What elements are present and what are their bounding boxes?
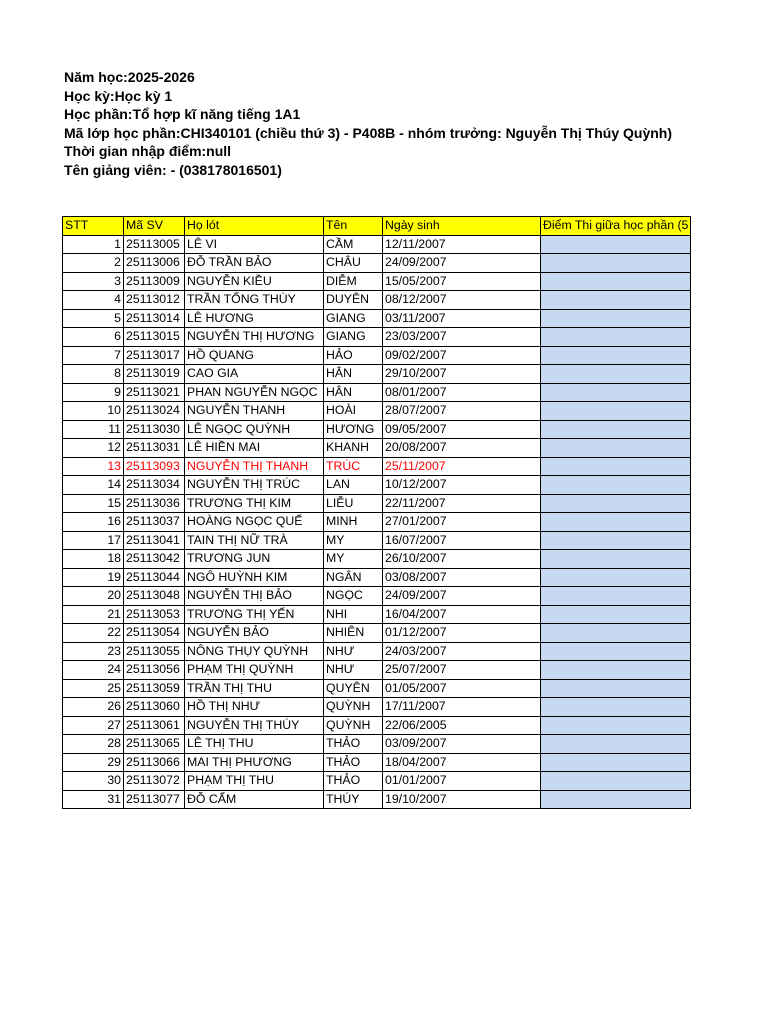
cell-midterm-score[interactable]	[541, 328, 691, 347]
cell-student-id[interactable]: 25113060	[124, 698, 185, 717]
cell-name[interactable]: LAN	[324, 476, 383, 495]
cell-midterm-score[interactable]	[541, 790, 691, 809]
cell-name[interactable]: GIANG	[324, 309, 383, 328]
cell-stt[interactable]: 30	[63, 772, 124, 791]
cell-student-id[interactable]: 25113053	[124, 605, 185, 624]
course-name: Học phần:Tổ hợp kĩ năng tiếng 1A1	[64, 106, 301, 122]
cell-surname[interactable]: TAIN THỊ NỮ TRÀ	[185, 531, 324, 550]
cell-stt[interactable]: 2	[63, 254, 124, 273]
cell-midterm-score[interactable]	[541, 587, 691, 606]
cell-surname[interactable]: LÊ VI	[185, 235, 324, 254]
cell-birthdate[interactable]: 28/07/2007	[383, 402, 541, 421]
cell-surname[interactable]: NGUYỄN THANH	[185, 402, 324, 421]
cell-surname[interactable]: NGUYỄN THỊ HƯƠNG	[185, 328, 324, 347]
cell-birthdate[interactable]: 23/03/2007	[383, 328, 541, 347]
cell-birthdate[interactable]: 25/11/2007	[383, 457, 541, 476]
cell-student-id[interactable]: 25113030	[124, 420, 185, 439]
cell-student-id[interactable]: 25113093	[124, 457, 185, 476]
cell-name[interactable]: HƯƠNG	[324, 420, 383, 439]
col-header-surname[interactable]: Họ lót	[185, 217, 324, 236]
cell-surname[interactable]: PHẠM THỊ QUỲNH	[185, 661, 324, 680]
cell-stt[interactable]: 5	[63, 309, 124, 328]
student-table	[62, 216, 691, 809]
table-row	[63, 420, 691, 439]
col-header-student-id[interactable]: Mã SV	[124, 217, 185, 236]
cell-midterm-score[interactable]	[541, 402, 691, 421]
table-row	[63, 254, 691, 273]
cell-midterm-score[interactable]	[541, 698, 691, 717]
cell-birthdate[interactable]: 22/11/2007	[383, 494, 541, 513]
cell-student-id[interactable]: 25113041	[124, 531, 185, 550]
cell-stt[interactable]: 7	[63, 346, 124, 365]
cell-stt[interactable]: 23	[63, 642, 124, 661]
cell-stt[interactable]: 31	[63, 790, 124, 809]
cell-stt[interactable]: 15	[63, 494, 124, 513]
cell-student-id[interactable]: 25113055	[124, 642, 185, 661]
cell-midterm-score[interactable]	[541, 679, 691, 698]
table-row	[63, 587, 691, 606]
cell-birthdate[interactable]: 08/12/2007	[383, 291, 541, 310]
cell-student-id[interactable]: 25113036	[124, 494, 185, 513]
cell-surname[interactable]: PHAN NGUYỄN NGỌC	[185, 383, 324, 402]
cell-midterm-score[interactable]	[541, 550, 691, 569]
col-header-midterm-score[interactable]: Điểm Thi giữa học phần (5	[541, 217, 691, 236]
cell-birthdate[interactable]: 09/02/2007	[383, 346, 541, 365]
cell-student-id[interactable]: 25113006	[124, 254, 185, 273]
table-row	[63, 735, 691, 754]
cell-birthdate[interactable]: 15/05/2007	[383, 272, 541, 291]
table-row	[63, 513, 691, 532]
cell-surname[interactable]: ĐỖ TRẦN BẢO	[185, 254, 324, 273]
cell-midterm-score[interactable]	[541, 753, 691, 772]
cell-name[interactable]: QUYÊN	[324, 679, 383, 698]
cell-birthdate[interactable]: 10/12/2007	[383, 476, 541, 495]
table-row	[63, 457, 691, 476]
cell-birthdate[interactable]: 16/07/2007	[383, 531, 541, 550]
table-row	[63, 772, 691, 791]
cell-student-id[interactable]: 25113024	[124, 402, 185, 421]
cell-surname[interactable]: LÊ HƯƠNG	[185, 309, 324, 328]
cell-name[interactable]: HÂN	[324, 365, 383, 384]
table-row	[63, 753, 691, 772]
cell-midterm-score[interactable]	[541, 661, 691, 680]
cell-student-id[interactable]: 25113012	[124, 291, 185, 310]
table-row	[63, 605, 691, 624]
cell-name[interactable]: NHIÊN	[324, 624, 383, 643]
cell-name[interactable]: NGÂN	[324, 568, 383, 587]
cell-midterm-score[interactable]	[541, 309, 691, 328]
cell-birthdate[interactable]: 26/10/2007	[383, 550, 541, 569]
lecturer: Tên giảng viên: - (038178016501)	[64, 161, 282, 178]
table-row	[63, 476, 691, 495]
cell-student-id[interactable]: 25113014	[124, 309, 185, 328]
cell-student-id[interactable]: 25113077	[124, 790, 185, 809]
table-row	[63, 402, 691, 421]
cell-student-id[interactable]: 25113017	[124, 346, 185, 365]
cell-surname[interactable]: HOÀNG NGỌC QUẾ	[185, 513, 324, 532]
document-header	[64, 68, 672, 179]
cell-name[interactable]: NHƯ	[324, 661, 383, 680]
cell-birthdate[interactable]: 19/10/2007	[383, 790, 541, 809]
cell-birthdate[interactable]: 17/11/2007	[383, 698, 541, 717]
cell-stt[interactable]: 6	[63, 328, 124, 347]
cell-stt[interactable]: 22	[63, 624, 124, 643]
table-row	[63, 365, 691, 384]
cell-midterm-score[interactable]	[541, 346, 691, 365]
cell-name[interactable]: HÂN	[324, 383, 383, 402]
cell-name[interactable]: MY	[324, 550, 383, 569]
cell-name[interactable]: MY	[324, 531, 383, 550]
cell-stt[interactable]: 9	[63, 383, 124, 402]
cell-birthdate[interactable]: 16/04/2007	[383, 605, 541, 624]
cell-name[interactable]: THẢO	[324, 735, 383, 754]
cell-student-id[interactable]: 25113031	[124, 439, 185, 458]
cell-birthdate[interactable]: 01/01/2007	[383, 772, 541, 791]
cell-surname[interactable]: LÊ THỊ THU	[185, 735, 324, 754]
cell-surname[interactable]: CAO GIA	[185, 365, 324, 384]
cell-surname[interactable]: LÊ NGỌC QUỲNH	[185, 420, 324, 439]
cell-midterm-score[interactable]	[541, 272, 691, 291]
cell-name[interactable]: GIANG	[324, 328, 383, 347]
table-row	[63, 328, 691, 347]
cell-midterm-score[interactable]	[541, 476, 691, 495]
cell-midterm-score[interactable]	[541, 735, 691, 754]
table-row	[63, 790, 691, 809]
cell-name[interactable]: THẢO	[324, 753, 383, 772]
cell-stt[interactable]: 14	[63, 476, 124, 495]
cell-student-id[interactable]: 25113044	[124, 568, 185, 587]
col-header-name[interactable]: Tên	[324, 217, 383, 236]
cell-name[interactable]: HẢO	[324, 346, 383, 365]
cell-midterm-score[interactable]	[541, 642, 691, 661]
table-row	[63, 661, 691, 680]
cell-midterm-score[interactable]	[541, 605, 691, 624]
cell-name[interactable]: NHƯ	[324, 642, 383, 661]
cell-student-id[interactable]: 25113042	[124, 550, 185, 569]
cell-surname[interactable]: MAI THỊ PHƯƠNG	[185, 753, 324, 772]
cell-name[interactable]: MINH	[324, 513, 383, 532]
cell-name[interactable]: CHÂU	[324, 254, 383, 273]
cell-student-id[interactable]: 25113034	[124, 476, 185, 495]
cell-birthdate[interactable]: 03/08/2007	[383, 568, 541, 587]
cell-surname[interactable]: HỒ QUANG	[185, 346, 324, 365]
cell-birthdate[interactable]: 24/09/2007	[383, 254, 541, 273]
cell-stt[interactable]: 11	[63, 420, 124, 439]
table-header-row	[63, 217, 691, 236]
cell-student-id[interactable]: 25113054	[124, 624, 185, 643]
cell-name[interactable]: HOÀI	[324, 402, 383, 421]
table-row	[63, 568, 691, 587]
cell-name[interactable]: NHI	[324, 605, 383, 624]
cell-surname[interactable]: NÔNG THỤY QUỲNH	[185, 642, 324, 661]
table-row	[63, 698, 691, 717]
cell-birthdate[interactable]: 24/03/2007	[383, 642, 541, 661]
table-row	[63, 531, 691, 550]
cell-midterm-score[interactable]	[541, 439, 691, 458]
cell-name[interactable]: DIỄM	[324, 272, 383, 291]
cell-stt[interactable]: 17	[63, 531, 124, 550]
cell-stt[interactable]: 28	[63, 735, 124, 754]
cell-name[interactable]: DUYÊN	[324, 291, 383, 310]
cell-surname[interactable]: NGÔ HUỲNH KIM	[185, 568, 324, 587]
cell-birthdate[interactable]: 29/10/2007	[383, 365, 541, 384]
cell-name[interactable]: CẦM	[324, 235, 383, 254]
cell-midterm-score[interactable]	[541, 254, 691, 273]
cell-stt[interactable]: 4	[63, 291, 124, 310]
cell-midterm-score[interactable]	[541, 624, 691, 643]
cell-surname[interactable]: NGUYỄN THỊ THANH	[185, 457, 324, 476]
col-header-birthdate[interactable]: Ngày sinh	[383, 217, 541, 236]
cell-stt[interactable]: 19	[63, 568, 124, 587]
cell-birthdate[interactable]: 09/05/2007	[383, 420, 541, 439]
cell-student-id[interactable]: 25113015	[124, 328, 185, 347]
cell-birthdate[interactable]: 22/06/2005	[383, 716, 541, 735]
cell-name[interactable]: QUỲNH	[324, 716, 383, 735]
cell-stt[interactable]: 27	[63, 716, 124, 735]
col-header-stt[interactable]: STT	[63, 217, 124, 236]
cell-surname[interactable]: TRẦN TỐNG THÙY	[185, 291, 324, 310]
cell-student-id[interactable]: 25113059	[124, 679, 185, 698]
cell-surname[interactable]: TRƯƠNG JUN	[185, 550, 324, 569]
cell-birthdate[interactable]: 24/09/2007	[383, 587, 541, 606]
cell-birthdate[interactable]: 08/01/2007	[383, 383, 541, 402]
cell-midterm-score[interactable]	[541, 513, 691, 532]
cell-name[interactable]: KHANH	[324, 439, 383, 458]
class-code: Mã lớp học phần:CHI340101 (chiều thứ 3) - P408B - nhóm trưởng: Nguyễn Thị Thúy Quỳnh)	[64, 124, 673, 141]
cell-name[interactable]: THẢO	[324, 772, 383, 791]
cell-name[interactable]: QUỲNH	[324, 698, 383, 717]
table-row	[63, 716, 691, 735]
academic-year: Năm học:2025-2026	[64, 69, 195, 85]
cell-stt[interactable]: 1	[63, 235, 124, 254]
cell-midterm-score[interactable]	[541, 291, 691, 310]
cell-student-id[interactable]: 25113066	[124, 753, 185, 772]
cell-midterm-score[interactable]	[541, 531, 691, 550]
semester: Học kỳ:Học kỳ 1	[64, 87, 173, 104]
table-row	[63, 642, 691, 661]
cell-midterm-score[interactable]	[541, 383, 691, 402]
cell-student-id[interactable]: 25113061	[124, 716, 185, 735]
cell-student-id[interactable]: 25113021	[124, 383, 185, 402]
cell-midterm-score[interactable]	[541, 235, 691, 254]
cell-name[interactable]: TRÚC	[324, 457, 383, 476]
cell-midterm-score[interactable]	[541, 568, 691, 587]
cell-stt[interactable]: 29	[63, 753, 124, 772]
cell-stt[interactable]: 16	[63, 513, 124, 532]
cell-student-id[interactable]: 25113005	[124, 235, 185, 254]
cell-stt[interactable]: 13	[63, 457, 124, 476]
cell-birthdate[interactable]: 25/07/2007	[383, 661, 541, 680]
cell-surname[interactable]: NGUYỄN THỊ THÚY	[185, 716, 324, 735]
cell-birthdate[interactable]: 01/12/2007	[383, 624, 541, 643]
table-row	[63, 291, 691, 310]
cell-surname[interactable]: TRƯƠNG THỊ KIM	[185, 494, 324, 513]
cell-stt[interactable]: 20	[63, 587, 124, 606]
cell-midterm-score[interactable]	[541, 457, 691, 476]
cell-birthdate[interactable]: 01/05/2007	[383, 679, 541, 698]
cell-surname[interactable]: PHẠM THỊ THU	[185, 772, 324, 791]
cell-midterm-score[interactable]	[541, 772, 691, 791]
cell-birthdate[interactable]: 03/09/2007	[383, 735, 541, 754]
table-row	[63, 679, 691, 698]
cell-student-id[interactable]: 25113072	[124, 772, 185, 791]
table-row	[63, 383, 691, 402]
cell-stt[interactable]: 8	[63, 365, 124, 384]
cell-student-id[interactable]: 25113037	[124, 513, 185, 532]
cell-stt[interactable]: 12	[63, 439, 124, 458]
cell-stt[interactable]: 21	[63, 605, 124, 624]
cell-stt[interactable]: 10	[63, 402, 124, 421]
cell-midterm-score[interactable]	[541, 420, 691, 439]
cell-surname[interactable]: NGUYỄN THỊ BẢO	[185, 587, 324, 606]
table-row	[63, 550, 691, 569]
cell-surname[interactable]: TRẦN THỊ THU	[185, 679, 324, 698]
table-row	[63, 346, 691, 365]
cell-student-id[interactable]: 25113056	[124, 661, 185, 680]
cell-student-id[interactable]: 25113048	[124, 587, 185, 606]
cell-midterm-score[interactable]	[541, 365, 691, 384]
cell-student-id[interactable]: 25113065	[124, 735, 185, 754]
table-row	[63, 235, 691, 254]
cell-birthdate[interactable]: 18/04/2007	[383, 753, 541, 772]
cell-stt[interactable]: 18	[63, 550, 124, 569]
grade-entry-time: Thời gian nhập điểm:null	[64, 143, 232, 159]
cell-surname[interactable]: HỒ THỊ NHƯ	[185, 698, 324, 717]
cell-birthdate[interactable]: 12/11/2007	[383, 235, 541, 254]
cell-surname[interactable]: NGUYỄN KIỀU	[185, 272, 324, 291]
cell-name[interactable]: LIỄU	[324, 494, 383, 513]
cell-name[interactable]: THÚY	[324, 790, 383, 809]
cell-student-id[interactable]: 25113019	[124, 365, 185, 384]
cell-surname[interactable]: ĐỖ CẨM	[185, 790, 324, 809]
cell-stt[interactable]: 3	[63, 272, 124, 291]
cell-surname[interactable]: LÊ HIỀN MAI	[185, 439, 324, 458]
cell-birthdate[interactable]: 03/11/2007	[383, 309, 541, 328]
cell-name[interactable]: NGỌC	[324, 587, 383, 606]
cell-midterm-score[interactable]	[541, 716, 691, 735]
table-row	[63, 439, 691, 458]
cell-student-id[interactable]: 25113009	[124, 272, 185, 291]
table-row	[63, 272, 691, 291]
cell-stt[interactable]: 24	[63, 661, 124, 680]
cell-stt[interactable]: 25	[63, 679, 124, 698]
table-row	[63, 624, 691, 643]
cell-surname[interactable]: TRƯƠNG THỊ YẾN	[185, 605, 324, 624]
cell-stt[interactable]: 26	[63, 698, 124, 717]
cell-birthdate[interactable]: 20/08/2007	[383, 439, 541, 458]
cell-surname[interactable]: NGUYỄN THỊ TRÚC	[185, 476, 324, 495]
cell-midterm-score[interactable]	[541, 494, 691, 513]
table-row	[63, 309, 691, 328]
cell-surname[interactable]: NGUYỄN BẢO	[185, 624, 324, 643]
student-table-body	[63, 217, 691, 809]
cell-birthdate[interactable]: 27/01/2007	[383, 513, 541, 532]
table-row	[63, 494, 691, 513]
